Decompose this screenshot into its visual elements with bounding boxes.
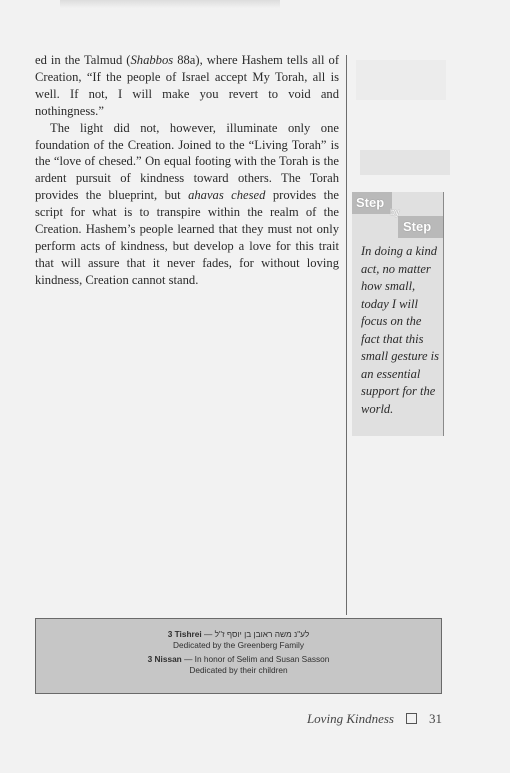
- dedication-hebrew: לע"נ משה ראובן בן יוסף ז"ל: [214, 629, 310, 639]
- p1-text-b: 88a), where Hashem tells all of Creation, “If the people of Israel accept My Torah, all is well. If not, I will make you revert to void and nothingness.”: [35, 53, 340, 118]
- p1-italic-term: Shabbos: [130, 53, 174, 67]
- paragraph-1: [35, 52, 339, 120]
- column-divider: [346, 55, 347, 615]
- dedication-entry: [36, 654, 441, 675]
- main-text-column: [35, 52, 339, 289]
- dedication-line: [36, 629, 441, 640]
- page-footer: [307, 711, 442, 727]
- running-title: Loving Kindness: [306, 711, 394, 726]
- dedication-dash: —: [201, 629, 215, 639]
- bleed-through-mark: [356, 60, 446, 100]
- sidebar-text: In doing a kind act, no matter how small, today I will focus on the fact that this small gesture is an essential support for the world.: [361, 244, 440, 416]
- step-heading-word-2: Step: [403, 219, 432, 234]
- bleed-through-mark: [360, 150, 450, 175]
- step-heading-by: by: [390, 207, 400, 217]
- p2-text-a: The light did not, however, illuminate only one foundation of the Creation. Joined to the “Living Torah” is the “love of chesed.” On equal footing with the Torah is the ardent pursuit of kindness toward others. The Torah provides the blueprint, but: [35, 120, 339, 203]
- square-ornament-icon: [406, 713, 417, 724]
- dedication-date: 3 Nissan: [147, 654, 182, 664]
- dedication-text: — In honor of Selim and Susan Sasson: [181, 654, 330, 664]
- step-heading-word-1: Step: [356, 195, 385, 210]
- page-number: 31: [429, 711, 442, 726]
- p1-text-a: ed in the Talmud (: [35, 53, 131, 67]
- dedication-line-2: Dedicated by their children: [189, 664, 288, 675]
- dedication-entry: [36, 629, 441, 650]
- top-page-bleed: [60, 0, 280, 8]
- dedication-line-2: Dedicated by the Greenberg Family: [173, 639, 304, 650]
- p2-italic-term: ahavas chesed: [188, 188, 266, 203]
- dedication-box: [35, 618, 442, 694]
- paragraph-2: [35, 120, 339, 289]
- dedication-date: 3 Tishrei: [167, 629, 202, 639]
- dedication-line: [36, 654, 441, 665]
- p2-text-b: provides the script for what is to transpire within the realm of the Creation. Hashem’s people learned that they must not only perform acts of kindness, but develop a love for this trait that will assure that it never fades, for without loving kindness, Creation cannot stand.: [35, 188, 339, 287]
